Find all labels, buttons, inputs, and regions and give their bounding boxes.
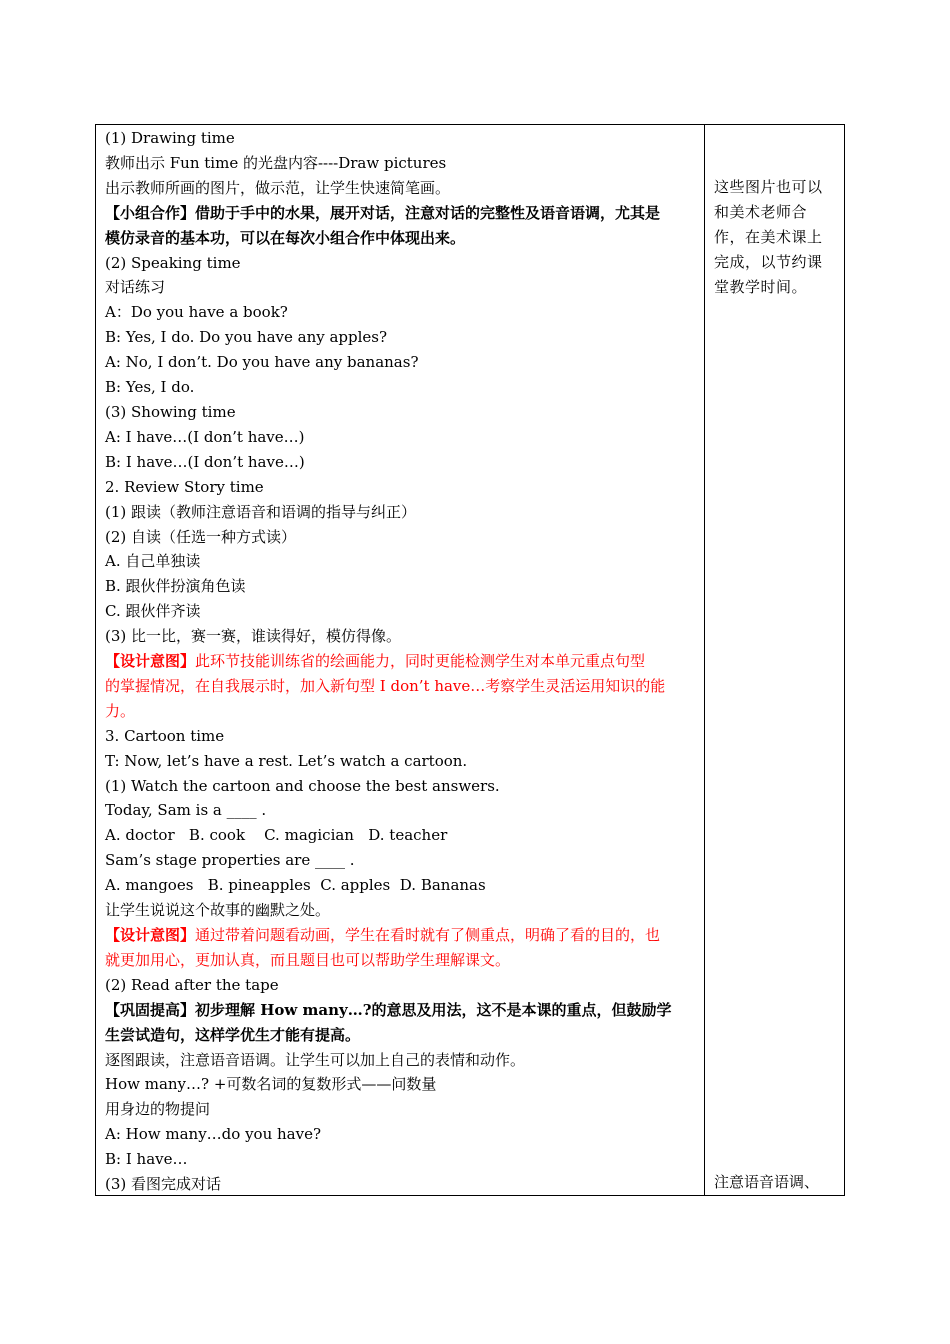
procedure-line: 【设计意图】通过带着问题看动画，学生在看时就有了侧重点，明确了看的目的，也 <box>105 926 661 944</box>
side-note <box>714 175 838 300</box>
procedure-line: 【巩固提高】初步理解 How many…?的意思及用法，这不是本课的重点，但鼓励学 <box>105 1000 672 1019</box>
procedure-line: A. 自己单独读 <box>105 552 201 571</box>
procedure-line: 对话练习 <box>105 278 166 297</box>
procedure-line: How many…? +可数名词的复数形式——问数量 <box>105 1075 437 1094</box>
procedure-line: (2) 自读（任选一种方式读） <box>105 527 297 546</box>
procedure-line: (2) Speaking time <box>105 253 241 272</box>
procedure-line: T: Now, let’s have a rest. Let’s watch a cartoon. <box>105 751 468 770</box>
procedure-line: (2) Read after the tape <box>105 975 279 994</box>
procedure-line: 用身边的物提问 <box>105 1100 211 1119</box>
side-note-line: 作，在美术课上 <box>714 227 823 246</box>
procedure-line: A: I have…(I don’t have…) <box>105 427 305 446</box>
procedure-line: 2. Review Story time <box>105 477 264 496</box>
procedure-line: 教师出示 Fun time 的光盘内容----Draw pictures <box>105 153 447 172</box>
procedure-line: 生尝试造句，这样学优生才能有提高。 <box>105 1025 361 1044</box>
procedure-line: (3) 看图完成对话 <box>105 1175 222 1194</box>
procedure-line: B: Yes, I do. Do you have any apples? <box>105 328 388 347</box>
procedure-line: (3) Showing time <box>105 402 236 421</box>
procedure-line: A: How many…do you have? <box>105 1125 322 1144</box>
procedure-line: B: I have…(I don’t have…) <box>105 452 305 471</box>
procedure-line: 就更加用心，更加认真，而且题目也可以帮助学生理解课文。 <box>105 950 511 969</box>
side-bottom-note: 注意语音语调、 <box>714 1173 820 1192</box>
procedure-line: A：Do you have a book? <box>105 303 288 322</box>
procedure-line: 逐图跟读，注意语音语调。让学生可以加上自己的表情和动作。 <box>105 1050 526 1069</box>
procedure-line: 【小组合作】借助于手中的水果，展开对话，注意对话的完整性及语音语调，尤其是 <box>105 203 661 222</box>
design-intent-label: 【设计意图】 <box>105 652 196 671</box>
procedure-line: Sam’s stage properties are ____ . <box>105 851 355 870</box>
procedure-line: 力。 <box>105 701 136 720</box>
design-intent-label: 【设计意图】 <box>105 926 196 944</box>
procedure-line: C. 跟伙伴齐读 <box>105 602 201 621</box>
procedure-line: (3) 比一比，赛一赛，谁读得好，模仿得像。 <box>105 627 402 646</box>
side-note-line: 完成，以节约课 <box>714 252 823 271</box>
procedure-line: A: No, I don’t. Do you have any bananas? <box>105 353 419 372</box>
procedure-line: B: Yes, I do. <box>105 378 195 397</box>
procedure-line: 的掌握情况，在自我展示时，加入新句型 I don’t have…考察学生灵活运用知识的能 <box>105 676 666 695</box>
procedure-line: 让学生说说这个故事的幽默之处。 <box>105 901 331 920</box>
procedure-line: B. 跟伙伴扮演角色读 <box>105 577 246 596</box>
procedure-line: 3. Cartoon time <box>105 726 225 745</box>
procedure-line: (1) Watch the cartoon and choose the best answers. <box>105 776 500 795</box>
procedure-line: (1) 跟读（教师注意语音和语调的指导与纠正） <box>105 502 417 521</box>
side-note-line: 堂教学时间。 <box>714 277 808 296</box>
teaching-procedure-column <box>96 125 705 1195</box>
procedure-line: (1) Drawing time <box>105 129 235 147</box>
side-note-line: 和美术老师合 <box>714 202 808 221</box>
side-note-line: 这些图片也可以 <box>714 178 823 196</box>
procedure-line: B: I have… <box>105 1150 188 1169</box>
procedure-line: A. mangoes B. pineapples C. apples D. Bananas <box>105 876 486 895</box>
procedure-line: A. doctor B. cook C. magician D. teacher <box>105 826 448 845</box>
procedure-line: 出示教师所画的图片，做示范，让学生快速简笔画。 <box>105 178 451 197</box>
lesson-plan-table <box>95 124 845 1196</box>
procedure-line: 模仿录音的基本功，可以在每次小组合作中体现出来。 <box>105 228 466 247</box>
procedure-line: Today, Sam is a ____ . <box>105 801 267 820</box>
procedure-line: 【设计意图】此环节技能训练省的绘画能力，同时更能检测学生对本单元重点句型 <box>105 652 646 671</box>
notes-column <box>705 125 844 1195</box>
